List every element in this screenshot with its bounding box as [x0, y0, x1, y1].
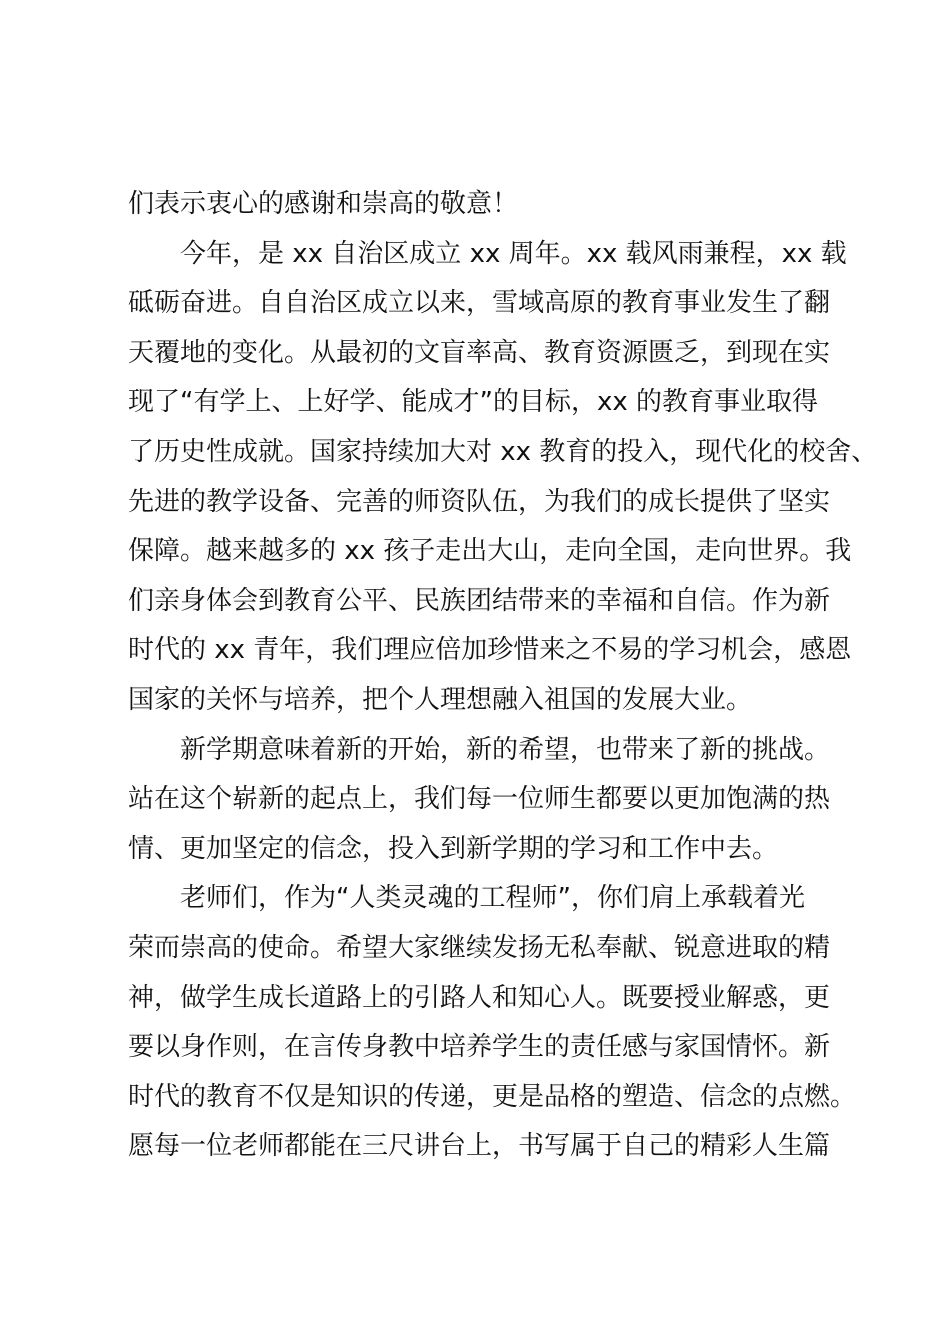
- text-line: 了历史性成就。国家持续加大对 xx 教育的投入，现代化的校舍、: [128, 436, 878, 467]
- text-line: 情、更加坚定的信念，投入到新学期的学习和工作中去。: [128, 833, 779, 864]
- text-line: 时代的教育不仅是知识的传递，更是品格的塑造、信念的点燃。: [128, 1081, 857, 1112]
- text-line: 站在这个崭新的起点上，我们每一位师生都要以更加饱满的热: [128, 784, 831, 815]
- text-line: 天覆地的变化。从最初的文盲率高、教育资源匮乏，到现在实: [128, 337, 831, 368]
- paragraph-first-line: 新学期意味着新的开始，新的希望，也带来了新的挑战。: [180, 734, 831, 765]
- text-line: 神，做学生成长道路上的引路人和知心人。既要授业解惑，更: [128, 982, 831, 1013]
- text-line: 们亲身体会到教育公平、民族团结带来的幸福和自信。作为新: [128, 585, 831, 616]
- text-line: 先进的教学设备、完善的师资队伍，为我们的成长提供了坚实: [128, 486, 831, 517]
- text-line: 愿每一位老师都能在三尺讲台上，书写属于自己的精彩人生篇: [128, 1131, 831, 1162]
- document-body: [128, 180, 878, 1172]
- text-line: 们表示衷心的感谢和崇高的敬意！: [128, 189, 519, 219]
- text-line: 国家的关怀与培养，把个人理想融入祖国的发展大业。: [128, 684, 753, 715]
- text-line: 砥砺奋进。自自治区成立以来，雪域高原的教育事业发生了翻: [128, 288, 831, 319]
- text-line: 保障。越来越多的 xx 孩子走出大山，走向全国，走向世界。我: [128, 536, 852, 567]
- paragraph-first-line: 老师们，作为“人类灵魂的工程师”，你们肩上承载着光: [180, 883, 805, 914]
- paragraph-first-line: 今年，是 xx 自治区成立 xx 周年。xx 载风雨兼程，xx 载: [180, 238, 847, 269]
- text-line: 荣而崇高的使命。希望大家继续发扬无私奉献、锐意进取的精: [128, 932, 831, 963]
- text-line: 时代的 xx 青年，我们理应倍加珍惜来之不易的学习机会，感恩: [128, 635, 852, 666]
- text-line: 要以身作则，在言传身教中培养学生的责任感与家国情怀。新: [128, 1032, 831, 1063]
- text-line: 现了“有学上、上好学、能成才”的目标，xx 的教育事业取得: [128, 387, 818, 418]
